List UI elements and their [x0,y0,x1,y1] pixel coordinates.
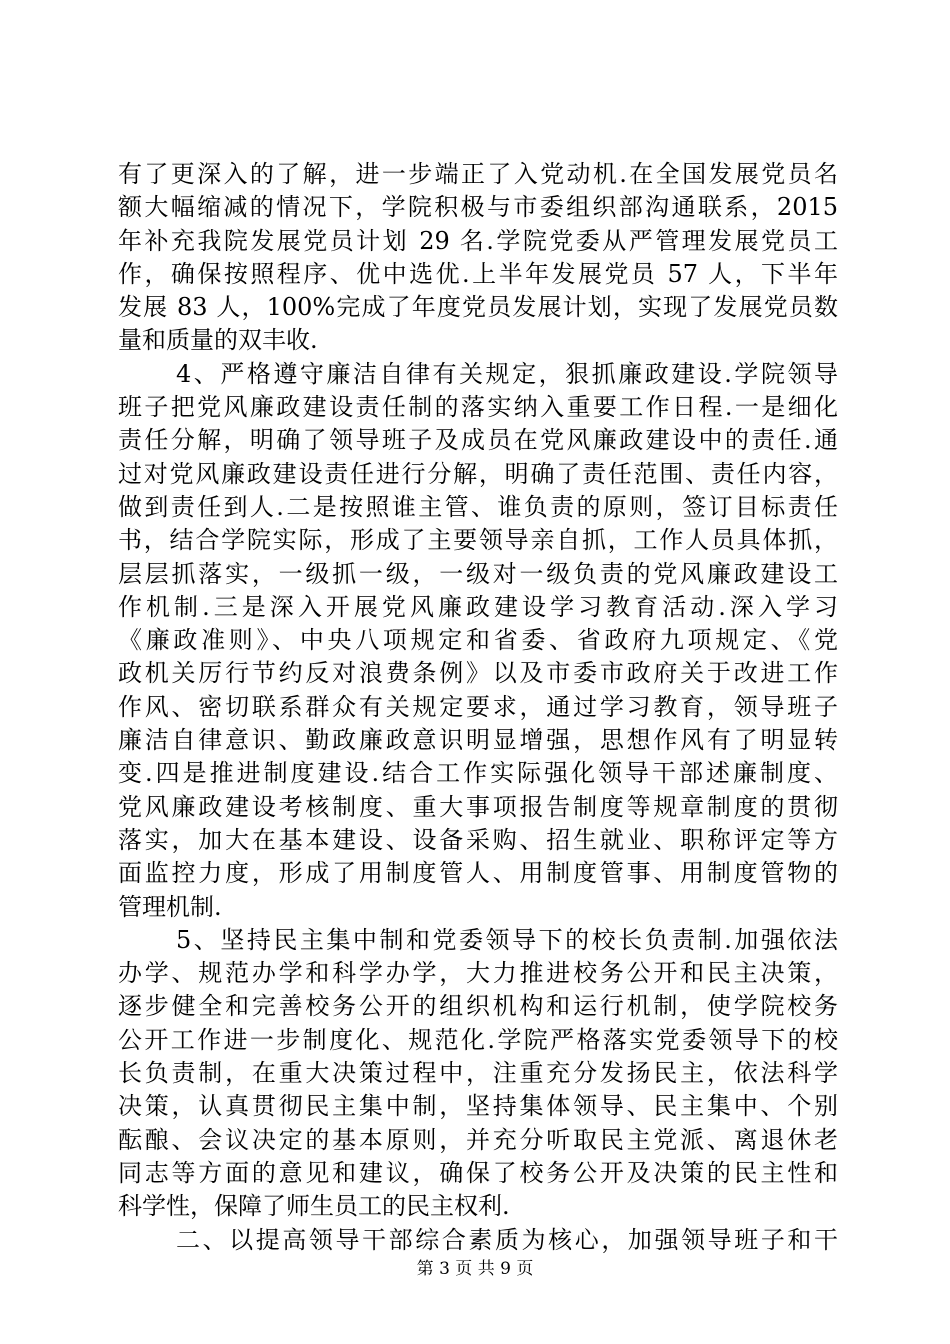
text-line: 书，结合学院实际，形成了主要领导亲自抓，工作人员具体抓， [118,526,838,555]
text-line: 党风廉政建设考核制度、重大事项报告制度等规章制度的贯彻 [118,792,838,821]
text-line: 面监控力度，形成了用制度管人、用制度管事、用制度管物的 [118,859,838,888]
text-line: 额大幅缩减的情况下，学院积极与市委组织部沟通联系，2015 [118,193,838,222]
text-line: 过对党风廉政建设责任进行分解，明确了责任范围、责任内容， [118,459,838,488]
text-line: 决策，认真贯彻民主集中制，坚持集体领导、民主集中、个别 [118,1092,838,1121]
text-line: 管理机制. [118,892,222,921]
text-line: 变.四是推进制度建设.结合工作实际强化领导干部述廉制度、 [118,759,838,788]
text-line: 发展 83 人，100%完成了年度党员发展计划，实现了发展党员数 [118,293,838,322]
text-line: 公开工作进一步制度化、规范化.学院严格落实党委领导下的校 [118,1025,838,1054]
text-line: 《廉政准则》、中央八项规定和省委、省政府九项规定、《党 [118,626,838,655]
text-line: 政机关厉行节约反对浪费条例》以及市委市政府关于改进工作 [118,659,838,688]
text-line: 作机制.三是深入开展党风廉政建设学习教育活动.深入学习 [118,592,838,621]
text-line: 办学、规范办学和科学办学，大力推进校务公开和民主决策， [118,959,838,988]
text-line: 作风、密切联系群众有关规定要求，通过学习教育，领导班子 [118,692,838,721]
text-line: 作，确保按照程序、优中选优.上半年发展党员 57 人，下半年 [118,259,838,288]
text-line: 酝酿、会议决定的基本原则，并充分听取民主党派、离退休老 [118,1125,838,1154]
text-line: 落实，加大在基本建设、设备采购、招生就业、职称评定等方 [118,825,838,854]
text-line: 有了更深入的了解，进一步端正了入党动机.在全国发展党员名 [118,160,838,188]
text-line: 科学性，保障了师生员工的民主权利. [118,1192,510,1221]
text-line: 4、严格遵守廉洁自律有关规定，狠抓廉政建设.学院领导 [176,359,838,388]
text-line: 廉洁自律意识、勤政廉政意识明显增强，思想作风有了明显转 [118,726,838,755]
text-line: 班子把党风廉政建设责任制的落实纳入重要工作日程.一是细化 [118,393,838,422]
text-line: 层层抓落实，一级抓一级，一级对一级负责的党风廉政建设工 [118,559,838,588]
page-footer: 第 3 页 共 9 页 [416,1259,534,1279]
text-line: 长负责制，在重大决策过程中，注重充分发扬民主，依法科学 [118,1059,838,1088]
text-line: 年补充我院发展党员计划 29 名.学院党委从严管理发展党员工 [118,226,838,255]
text-line: 5、坚持民主集中制和党委领导下的校长负责制.加强依法 [176,925,838,954]
document-body [118,158,838,1257]
text-line: 二、以提高领导干部综合素质为核心，加强领导班子和干 [176,1225,838,1254]
text-line: 量和质量的双丰收. [118,326,318,355]
text-line: 做到责任到人.二是按照谁主管、谁负责的原则，签订目标责任 [118,492,838,521]
text-line: 责任分解，明确了领导班子及成员在党风廉政建设中的责任.通 [118,426,838,455]
text-line: 同志等方面的意见和建议，确保了校务公开及决策的民主性和 [118,1158,838,1187]
text-line: 逐步健全和完善校务公开的组织机构和运行机制，使学院校务 [118,992,838,1021]
